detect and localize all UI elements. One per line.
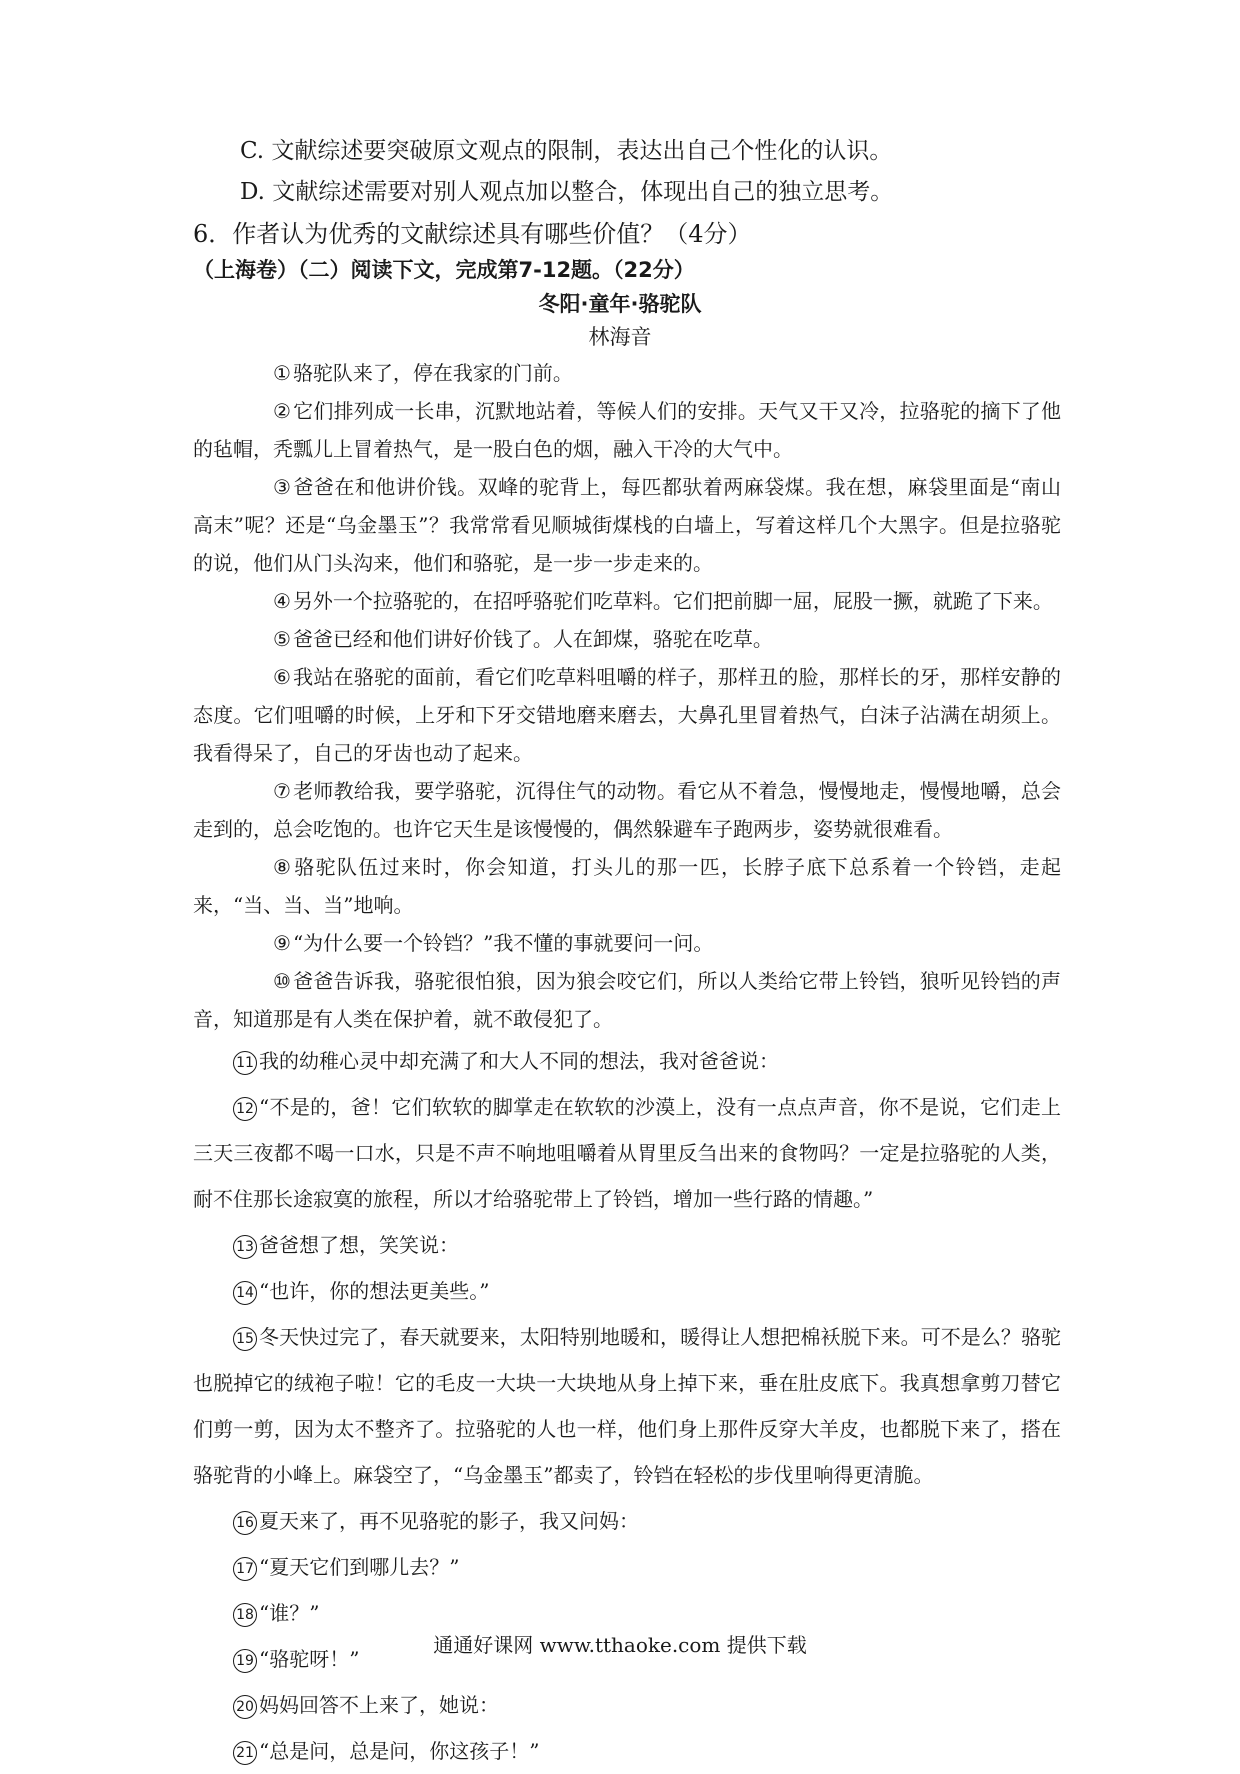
paragraph-text: 骆驼队来了，停在我家的门前。 bbox=[292, 361, 573, 385]
option-letter: C. bbox=[240, 138, 265, 164]
paragraph-number: 12 bbox=[233, 1097, 257, 1121]
paragraph-number: ③ bbox=[273, 475, 291, 499]
article-paragraph bbox=[193, 1544, 1061, 1590]
article-paragraph bbox=[193, 1314, 1061, 1498]
paragraph-number: 20 bbox=[233, 1695, 257, 1719]
paragraph-text: “不是的，爸！它们软软的脚掌走在软软的沙漠上，没有一点点声音，你不是说，它们走上三天三夜都不喝一口水，只是不声不响地咀嚼着从胃里反刍出来的食物吗？一定是拉骆驼的人类，耐不住那长途寂寞的旅程，所以才给骆驼带上了铃铛，增加一些行路的情趣。” bbox=[193, 1095, 1061, 1211]
paragraph-text: “也许，你的想法更美些。” bbox=[259, 1279, 490, 1303]
article-paragraph bbox=[193, 620, 1061, 658]
paragraph-text: “总是问，总是问，你这孩子！” bbox=[259, 1739, 540, 1763]
paragraph-text: “夏天它们到哪儿去？” bbox=[259, 1555, 460, 1579]
paragraph-number: ⑦ bbox=[273, 779, 291, 803]
footer-credit: 通通好课网 www.tthaoke.com 提供下载 bbox=[433, 1633, 807, 1657]
paragraph-text: 骆驼队伍过来时，你会知道，打头儿的那一匹，长脖子底下总系着一个铃铛，走起来，“当、当、当”地响。 bbox=[193, 855, 1061, 917]
paragraph-number: 18 bbox=[233, 1603, 257, 1627]
question-6: 6．作者认为优秀的文献综述具有哪些价值？（4分） bbox=[193, 220, 752, 248]
paragraph-number: ① bbox=[273, 361, 291, 385]
article-paragraph bbox=[193, 924, 1061, 962]
paragraph-number: ② bbox=[273, 399, 291, 423]
paragraph-number: ⑤ bbox=[273, 627, 291, 651]
paragraph-number: 21 bbox=[233, 1741, 257, 1765]
article-paragraph bbox=[193, 658, 1061, 772]
article-paragraph bbox=[193, 1498, 1061, 1544]
article-body bbox=[193, 354, 1061, 1774]
paragraph-number: ⑩ bbox=[273, 969, 291, 993]
paragraph-number: ④ bbox=[273, 589, 291, 613]
article-paragraph bbox=[193, 1590, 1061, 1636]
article-paragraph bbox=[193, 1222, 1061, 1268]
paragraph-number: ⑥ bbox=[273, 665, 291, 689]
paragraph-text: 爸爸想了想，笑笑说： bbox=[259, 1233, 459, 1257]
article-paragraph bbox=[193, 392, 1061, 468]
paragraph-text: 爸爸在和他讲价钱。双峰的驼背上，每匹都驮着两麻袋煤。我在想，麻袋里面是“南山高末”呢？还是“乌金墨玉”？我常常看见顺城街煤栈的白墙上，写着这样几个大黑字。但是拉骆驼的说，他们从门头沟来，他们和骆驼，是一步一步走来的。 bbox=[193, 475, 1061, 575]
article-paragraph bbox=[193, 1084, 1061, 1222]
paragraph-text: 夏天来了，再不见骆驼的影子，我又问妈： bbox=[259, 1509, 639, 1533]
paragraph-number: 15 bbox=[233, 1327, 257, 1351]
article-paragraph bbox=[193, 354, 1061, 392]
paragraph-text: “为什么要一个铃铛？”我不懂的事就要问一问。 bbox=[292, 931, 714, 955]
paragraph-text: 爸爸已经和他们讲好价钱了。人在卸煤，骆驼在吃草。 bbox=[292, 627, 773, 651]
section-header: （上海卷）（二）阅读下文，完成第7-12题。（22分） bbox=[193, 258, 695, 282]
article-paragraph bbox=[193, 1038, 1061, 1084]
option-text: 文献综述要突破原文观点的限制，表达出自己个性化的认识。 bbox=[271, 138, 893, 164]
paragraph-number: 13 bbox=[233, 1235, 257, 1259]
paragraph-text: 老师教给我，要学骆驼，沉得住气的动物。看它从不着急，慢慢地走，慢慢地嚼，总会走到的，总会吃饱的。也许它天生是该慢慢的，偶然躲避车子跑两步，姿势就很难看。 bbox=[193, 779, 1061, 841]
article-paragraph bbox=[193, 848, 1061, 924]
paragraph-text: 爸爸告诉我，骆驼很怕狼，因为狼会咬它们，所以人类给它带上铃铛，狼听见铃铛的声音，知道那是有人类在保护着，就不敢侵犯了。 bbox=[193, 969, 1061, 1031]
article-paragraph bbox=[193, 1728, 1061, 1774]
article-paragraph bbox=[193, 1682, 1061, 1728]
paragraph-text: “谁？” bbox=[259, 1601, 320, 1625]
paragraph-number: 17 bbox=[233, 1557, 257, 1581]
article-paragraph bbox=[193, 962, 1061, 1038]
paragraph-text: 它们排列成一长串，沉默地站着，等候人们的安排。天气又干又冷，拉骆驼的摘下了他的毡帽，秃瓢儿上冒着热气，是一股白色的烟，融入干冷的大气中。 bbox=[193, 399, 1061, 461]
paragraph-number: ⑨ bbox=[273, 931, 291, 955]
paragraph-number: 14 bbox=[233, 1281, 257, 1305]
article-author: 林海音 bbox=[588, 325, 652, 349]
article-paragraph bbox=[193, 1268, 1061, 1314]
paragraph-number: 19 bbox=[233, 1649, 257, 1673]
paragraph-text: 冬天快过完了，春天就要来，太阳特别地暖和，暖得让人想把棉袄脱下来。可不是么？骆驼也脱掉它的绒袍子啦！它的毛皮一大块一大块地从身上掉下来，垂在肚皮底下。我真想拿剪刀替它们剪一剪，因为太不整齐了。拉骆驼的人也一样，他们身上那件反穿大羊皮，也都脱下来了，搭在骆驼背的小峰上。麻袋空了，“乌金墨玉”都卖了，铃铛在轻松的步伐里响得更清脆。 bbox=[193, 1325, 1061, 1487]
paragraph-text: 妈妈回答不上来了，她说： bbox=[259, 1693, 499, 1717]
paragraph-number: ⑧ bbox=[273, 855, 291, 879]
option-c bbox=[240, 136, 892, 166]
article-paragraph bbox=[193, 582, 1061, 620]
option-letter: D. bbox=[240, 179, 265, 205]
option-text: 文献综述需要对别人观点加以整合，体现出自己的独立思考。 bbox=[272, 179, 894, 205]
article-paragraph bbox=[193, 468, 1061, 582]
paragraph-text: “骆驼呀！” bbox=[259, 1647, 360, 1671]
article-title: 冬阳·童年·骆驼队 bbox=[538, 292, 702, 316]
paragraph-number: 11 bbox=[233, 1051, 257, 1075]
option-d bbox=[240, 177, 893, 207]
paragraph-number: 16 bbox=[233, 1511, 257, 1535]
paragraph-text: 我的幼稚心灵中却充满了和大人不同的想法，我对爸爸说： bbox=[259, 1049, 779, 1073]
article-paragraph bbox=[193, 772, 1061, 848]
paragraph-text: 我站在骆驼的面前，看它们吃草料咀嚼的样子，那样丑的脸，那样长的牙，那样安静的态度。它们咀嚼的时候，上牙和下牙交错地磨来磨去，大鼻孔里冒着热气，白沫子沾满在胡须上。我看得呆了，自己的牙齿也动了起来。 bbox=[193, 665, 1061, 765]
paragraph-text: 另外一个拉骆驼的，在招呼骆驼们吃草料。它们把前脚一屈，屁股一撅，就跪了下来。 bbox=[292, 589, 1053, 613]
